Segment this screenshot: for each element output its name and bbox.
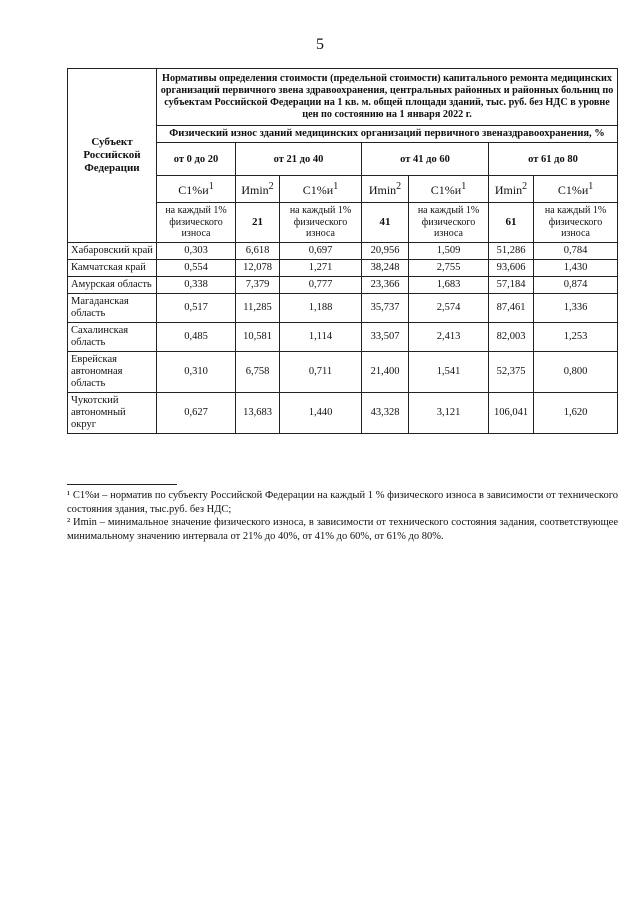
range-header: от 61 до 80 [489,143,618,176]
min-value-cell: 41 [362,203,409,243]
table-header [68,69,618,243]
value-cell: 1,683 [409,276,489,293]
value-cell: 12,078 [236,259,280,276]
value-cell: 43,328 [362,392,409,433]
value-cell: 21,400 [362,351,409,392]
value-cell: 23,366 [362,276,409,293]
value-cell: 52,375 [489,351,534,392]
range-header: от 21 до 40 [236,143,362,176]
value-cell: 2,755 [409,259,489,276]
value-cell: 57,184 [489,276,534,293]
value-cell: 0,303 [157,242,236,259]
value-cell: 93,606 [489,259,534,276]
symbol-c-header: $С1\%и^1$ [409,176,489,203]
value-cell: 0,485 [157,322,236,351]
value-cell: 11,285 [236,293,280,322]
page-number: 5 [316,36,324,53]
region-name: Чукотский автономный округ [68,392,157,433]
value-cell: 0,777 [280,276,362,293]
value-cell: 1,336 [534,293,618,322]
value-cell: 7,379 [236,276,280,293]
value-cell: 1,430 [534,259,618,276]
value-cell: 106,041 [489,392,534,433]
range-header: от 0 до 20 [157,143,236,176]
region-name: Сахалинская область [68,322,157,351]
value-cell: 20,956 [362,242,409,259]
region-name: Амурская область [68,276,157,293]
table-row [68,293,618,322]
value-cell: 1,271 [280,259,362,276]
value-cell: 1,440 [280,392,362,433]
sub-header: Физический износ зданий медицинских организаций первичного звеназдравоохранения, % [157,126,618,143]
value-cell: 51,286 [489,242,534,259]
value-cell: 0,517 [157,293,236,322]
value-cell: 2,413 [409,322,489,351]
table-row [68,322,618,351]
table-row [68,242,618,259]
value-cell: 0,874 [534,276,618,293]
desc-cell: на каждый 1% физического износа [534,203,618,243]
value-cell: 13,683 [236,392,280,433]
value-cell: 38,248 [362,259,409,276]
value-cell: 1,541 [409,351,489,392]
value-cell: 1,509 [409,242,489,259]
table-body [68,242,618,433]
region-name: Хабаровский край [68,242,157,259]
symbol-c-header: $С1\%и^1$ [534,176,618,203]
main-header: Нормативы определения стоимости (предельной стоимости) капитального ремонта медицинских организаций первичного звена здравоохранения, центральных районных и районных больниц по субъектам Российской Федерации на 1 кв. м. общей площади зданий, тыс. руб. без НДС в уровне цен по состоянию на 1 января 2022 г. [157,69,618,126]
desc-cell: на каждый 1% физического износа [157,203,236,243]
desc-cell: на каждый 1% физического износа [409,203,489,243]
value-cell: 10,581 [236,322,280,351]
footnote: ¹ С1%и – норматив по субъекту Российской Федерации на каждый 1 % физического износа в зависимости от технического состояния здания, тыс.руб. без НДС; [67,490,618,515]
desc-cell: на каждый 1% физического износа [280,203,362,243]
value-cell: 0,697 [280,242,362,259]
value-cell: 6,758 [236,351,280,392]
value-cell: 0,627 [157,392,236,433]
table-row [68,351,618,392]
min-value-cell: 61 [489,203,534,243]
value-cell: 0,800 [534,351,618,392]
footnote-divider [67,484,177,485]
value-cell: 3,121 [409,392,489,433]
symbol-imin-header: Иmin$^2$ [489,176,534,203]
region-name: Магаданская область [68,293,157,322]
symbol-imin-header: Иmin$^2$ [236,176,280,203]
value-cell: 0,338 [157,276,236,293]
value-cell: 2,574 [409,293,489,322]
value-cell: 1,620 [534,392,618,433]
table-row [68,276,618,293]
footnotes [67,489,618,543]
range-header: от 41 до 60 [362,143,489,176]
table-row [68,392,618,433]
value-cell: 1,253 [534,322,618,351]
value-cell: 82,003 [489,322,534,351]
value-cell: 0,711 [280,351,362,392]
value-cell: 87,461 [489,293,534,322]
symbol-c-header: $С1\%и^1$ [157,176,236,203]
value-cell: 0,310 [157,351,236,392]
value-cell: 1,188 [280,293,362,322]
value-cell: 33,507 [362,322,409,351]
min-value-cell: 21 [236,203,280,243]
standards-table [67,68,618,434]
footnote: ² Иmin – минимальное значение физического износа, в зависимости от технического состояния задания, соответствующее минимальному значению интервала от 21% до 40%, от 41% до 60%, от 61% до 80%. [67,517,618,542]
symbol-c-header: $С1\%и^1$ [280,176,362,203]
region-name: Еврейская автономная область [68,351,157,392]
region-name: Камчатская край [68,259,157,276]
value-cell: 1,114 [280,322,362,351]
table-row [68,259,618,276]
value-cell: 0,554 [157,259,236,276]
subject-header: Субъект Российской Федерации [68,69,157,243]
value-cell: 6,618 [236,242,280,259]
value-cell: 35,737 [362,293,409,322]
value-cell: 0,784 [534,242,618,259]
symbol-imin-header: Иmin$^2$ [362,176,409,203]
